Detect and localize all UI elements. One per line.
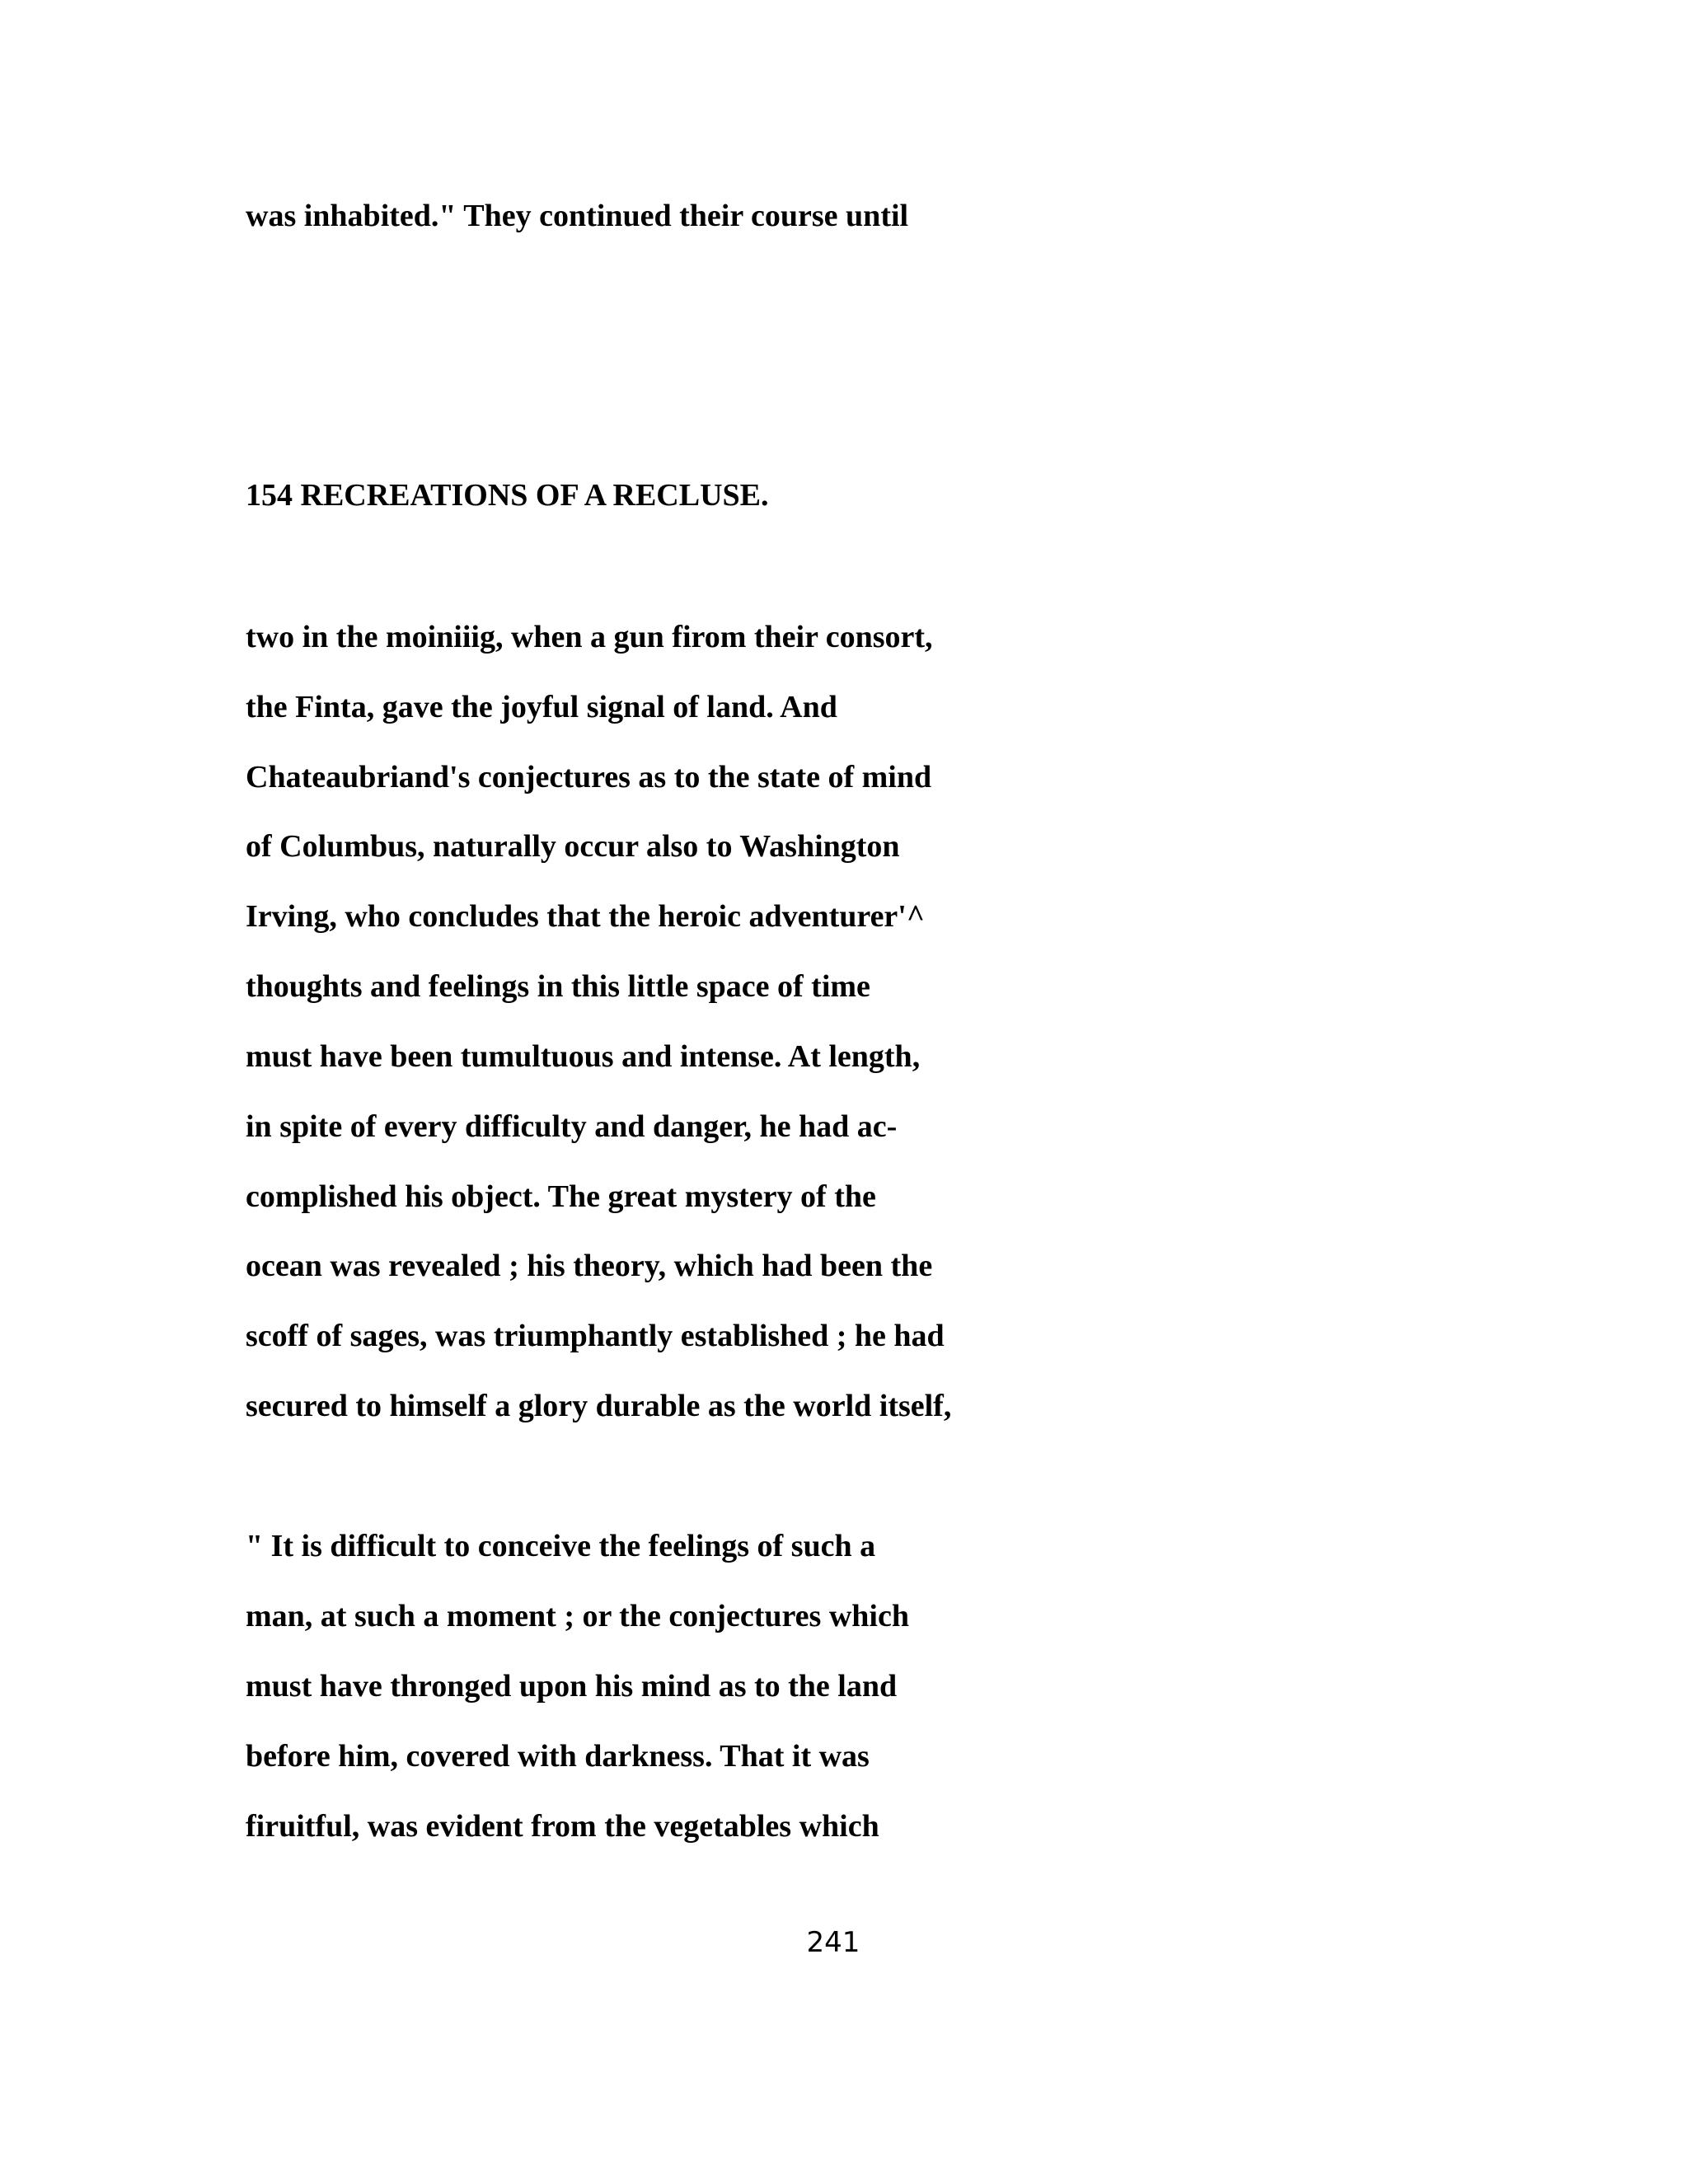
text-line: firuitful, was evident from the vegetables which <box>246 1809 879 1844</box>
text-line: must have thronged upon his mind as to the land <box>246 1669 898 1704</box>
text-line: must have been tumultuous and intense. At length, <box>246 1039 921 1074</box>
text-line: two in the moiniiig, when a gun firom their consort, <box>246 620 933 654</box>
text-line: man, at such a moment ; or the conjectures which <box>246 1599 909 1633</box>
running-header: 154 RECREATIONS OF A RECLUSE. <box>246 478 769 513</box>
text-line: scoff of sages, was triumphantly established ; he had <box>246 1319 945 1353</box>
text-line: before him, covered with darkness. That it was <box>246 1739 870 1774</box>
carryover-text-line: was inhabited." They continued their course until <box>246 199 909 233</box>
text-line: secured to himself a glory durable as the world itself, <box>246 1389 952 1423</box>
text-line: Irving, who concludes that the heroic adventurer'^ <box>246 899 925 934</box>
text-line: Chateaubriand's conjectures as to the state of mind <box>246 760 932 794</box>
text-line: in spite of every difficulty and danger, he had ac- <box>246 1109 898 1144</box>
text-line: " It is difficult to conceive the feelings of such a <box>246 1529 876 1563</box>
page-number: 241 <box>806 1926 860 1959</box>
text-line: ocean was revealed ; his theory, which had been the <box>246 1249 933 1283</box>
text-line: complished his object. The great mystery of the <box>246 1179 876 1214</box>
text-line: the Finta, gave the joyful signal of land. And <box>246 690 837 724</box>
text-line: thoughts and feelings in this little space of time <box>246 969 870 1004</box>
text-line: of Columbus, naturally occur also to Washington <box>246 829 900 864</box>
